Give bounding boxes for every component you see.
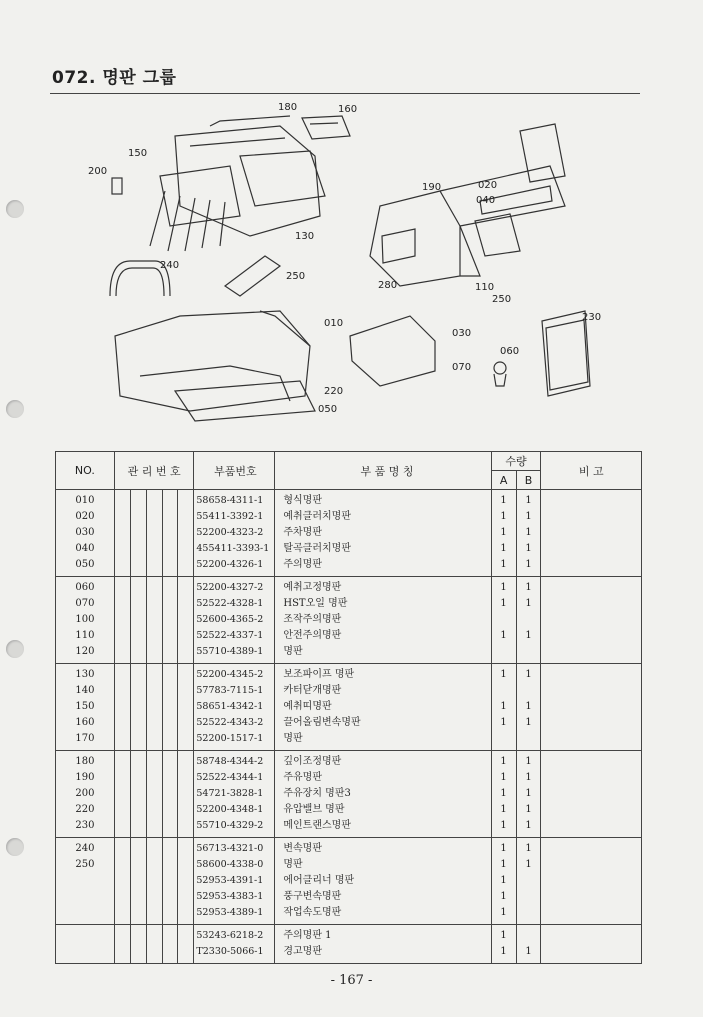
table-cell-line: 52522-4344-1 [196, 772, 264, 783]
table-cell-line: 메인트랜스명판 [283, 820, 351, 831]
header-qty-a: A [491, 471, 516, 490]
table-cell-line: 1 [525, 820, 532, 831]
table-cell-line: 1 [525, 559, 532, 570]
empty-cell [162, 751, 178, 838]
header-part-name: 부 품 명 칭 [275, 452, 491, 490]
grille-230-drawing [542, 311, 590, 396]
table-cell-line [517, 612, 541, 628]
table-cell-line: 1 [525, 582, 532, 593]
table-cell-line: 1 [500, 527, 507, 538]
table-cell-line: 1 [500, 788, 507, 799]
table-cell-line: 150 [75, 701, 95, 712]
header-part-number: 부품번호 [194, 452, 275, 490]
table-cell-line: T2330-5066-1 [196, 946, 264, 957]
table-cell-line: 120 [75, 646, 95, 657]
table-cell-line: 1 [525, 511, 532, 522]
table-cell-line: 탈곡클러치명판 [283, 543, 351, 554]
exploded-parts-diagram [80, 96, 640, 426]
table-cell-line: 58651-4342-1 [196, 701, 264, 712]
table-cell-line: 52953-4389-1 [196, 907, 264, 918]
table-cell-line: 형식명판 [283, 495, 322, 506]
table-cell-line: 1 [525, 756, 532, 767]
table-cell-line: 명판 [283, 859, 303, 870]
empty-cell [130, 751, 146, 838]
table-cell-line: 55710-4329-2 [196, 820, 264, 831]
table-cell-line: 1 [500, 859, 507, 870]
table-cell-line: 1 [500, 543, 507, 554]
table-cell-line: 1 [500, 669, 507, 680]
table-cell-line [517, 644, 541, 660]
table-cell-line: 1 [500, 495, 507, 506]
empty-cell [178, 490, 194, 577]
table-cell-line: 180 [75, 756, 95, 767]
table-cell-line: 030 [75, 527, 95, 538]
callout-130: 130 [295, 231, 315, 242]
cell-part-number [194, 664, 275, 751]
cell-no [56, 577, 115, 664]
table-cell-line [56, 889, 114, 905]
table-cell-line: 명판 [283, 733, 303, 744]
table-cell-line: 1 [525, 788, 532, 799]
header-no: NO. [56, 452, 115, 490]
callout-160: 160 [338, 104, 358, 115]
table-cell-line: 예취클러치명판 [283, 511, 351, 522]
empty-cell [146, 577, 162, 664]
empty-cell [130, 664, 146, 751]
table-cell-line: 1 [500, 820, 507, 831]
table-row-group [56, 490, 642, 577]
table-cell-line: 230 [75, 820, 95, 831]
callout-280: 280 [378, 280, 398, 291]
callout-180: 180 [278, 102, 298, 113]
table-cell-line: 조작주의명판 [283, 614, 342, 625]
cell-no [56, 838, 115, 925]
cell-qty-b [516, 577, 541, 664]
table-cell-line [492, 612, 516, 628]
table-cell-line: 52522-4343-2 [196, 717, 264, 728]
tag-160-drawing [302, 116, 350, 139]
empty-cell [178, 751, 194, 838]
box-010-drawing [350, 316, 506, 386]
table-cell-line: 1 [500, 598, 507, 609]
cell-no [56, 664, 115, 751]
table-cell-line: 작업속도명판 [283, 907, 342, 918]
callout-220: 220 [324, 386, 344, 397]
table-cell-line: 1 [525, 701, 532, 712]
table-cell-line: 240 [75, 843, 95, 854]
cell-qty-a [491, 925, 516, 964]
cabin-drawing [370, 124, 565, 286]
empty-cell [146, 838, 162, 925]
table-cell-line: 52200-4348-1 [196, 804, 264, 815]
cell-qty-b [516, 751, 541, 838]
binder-hole [6, 400, 24, 418]
empty-cell [162, 577, 178, 664]
table-cell-line: 52600-4365-2 [196, 614, 264, 625]
callout-070: 070 [452, 362, 472, 373]
cell-qty-a [491, 751, 516, 838]
table-cell-line: 명판 [283, 646, 303, 657]
callout-050: 050 [318, 404, 338, 415]
table-cell-line: 190 [75, 772, 95, 783]
callout-040: 040 [476, 195, 496, 206]
table-row-group [56, 751, 642, 838]
empty-cell [541, 664, 642, 751]
empty-cell [146, 664, 162, 751]
tag-200-drawing [112, 178, 122, 194]
table-cell-line [492, 644, 516, 660]
table-cell-line [517, 928, 541, 944]
empty-cell [130, 838, 146, 925]
empty-cell [178, 925, 194, 964]
empty-cell [178, 577, 194, 664]
table-cell-line: 1 [525, 598, 532, 609]
table-cell-line: 170 [75, 733, 95, 744]
table-cell-line: 1 [500, 701, 507, 712]
table-cell-line [56, 905, 114, 921]
table-cell-line: 56713-4321-0 [196, 843, 264, 854]
table-cell-line: 1 [500, 907, 507, 918]
table-cell-line: 060 [75, 582, 95, 593]
table-cell-line: 1 [500, 582, 507, 593]
table-cell-line: 유압밸브 명판 [283, 804, 345, 815]
table-cell-line [517, 683, 541, 699]
table-cell-line: 주유장치 명판3 [283, 788, 351, 799]
table-cell-line: 250 [75, 859, 95, 870]
table-cell-line: HST오일 명판 [283, 598, 348, 609]
table-cell-line: 050 [75, 559, 95, 570]
callout-200: 200 [88, 166, 108, 177]
table-cell-line: 1 [525, 669, 532, 680]
parts-table [55, 451, 642, 964]
table-cell-line [517, 731, 541, 747]
cell-part-number [194, 925, 275, 964]
table-cell-line: 1 [500, 891, 507, 902]
table-cell-line [492, 731, 516, 747]
callout-250-left: 250 [286, 271, 306, 282]
table-cell-line: 1 [500, 843, 507, 854]
callout-230: 230 [582, 312, 602, 323]
table-cell-line: 깊이조정명판 [283, 756, 342, 767]
table-cell-line: 풍구변속명판 [283, 891, 342, 902]
table-cell-line [492, 683, 516, 699]
cell-qty-b [516, 490, 541, 577]
table-cell-line: 58748-4344-2 [196, 756, 264, 767]
cell-qty-a [491, 577, 516, 664]
cell-part-name [275, 664, 491, 751]
table-cell-line: 1 [525, 946, 532, 957]
empty-cell [178, 664, 194, 751]
table-cell-line: 220 [75, 804, 95, 815]
table-cell-line: 1 [500, 946, 507, 957]
binder-hole [6, 200, 24, 218]
empty-cell [114, 577, 130, 664]
table-cell-line: 1 [500, 875, 507, 886]
table-cell-line: 1 [525, 527, 532, 538]
table-cell-line [56, 944, 114, 960]
table-cell-line: 52200-4323-2 [196, 527, 264, 538]
table-cell-line: 1 [525, 843, 532, 854]
table-cell-line: 1 [500, 559, 507, 570]
table-cell-line: 200 [75, 788, 95, 799]
empty-cell [162, 838, 178, 925]
page-title: 072. 명판 그룹 [52, 68, 177, 88]
table-cell-line [517, 873, 541, 889]
header-management-no: 관 리 번 호 [114, 452, 194, 490]
table-cell-line: 52522-4328-1 [196, 598, 264, 609]
empty-cell [114, 490, 130, 577]
table-row-group [56, 838, 642, 925]
table-cell-line: 52200-1517-1 [196, 733, 264, 744]
page-number: - 167 - [330, 973, 373, 988]
cell-no [56, 751, 115, 838]
empty-cell [130, 577, 146, 664]
table-cell-line [56, 873, 114, 889]
table-cell-line [56, 928, 114, 944]
cell-qty-a [491, 838, 516, 925]
table-cell-line: 52200-4327-2 [196, 582, 264, 593]
table-cell-line: 1 [500, 930, 507, 941]
table-cell-line: 예취띠명판 [283, 701, 332, 712]
callout-010: 010 [324, 318, 344, 329]
callout-060: 060 [500, 346, 520, 357]
empty-cell [114, 925, 130, 964]
empty-cell [114, 751, 130, 838]
table-cell-line: 1 [500, 756, 507, 767]
empty-cell [130, 490, 146, 577]
table-cell-line: 1 [525, 717, 532, 728]
cell-qty-b [516, 838, 541, 925]
table-cell-line: 안전주의명판 [283, 630, 342, 641]
cell-qty-a [491, 490, 516, 577]
table-cell-line: 160 [75, 717, 95, 728]
table-cell-line: 1 [500, 804, 507, 815]
table-cell-line: 1 [500, 630, 507, 641]
cell-part-number [194, 490, 275, 577]
table-cell-line: 변속명판 [283, 843, 322, 854]
table-cell-line: 55710-4389-1 [196, 646, 264, 657]
table-cell-line: 54721-3828-1 [196, 788, 264, 799]
binder-hole [6, 838, 24, 856]
table-cell-line: 1 [500, 772, 507, 783]
table-cell-line: 140 [75, 685, 95, 696]
table-cell-line: 52953-4391-1 [196, 875, 264, 886]
table-cell-line: 주유명판 [283, 772, 322, 783]
empty-cell [541, 490, 642, 577]
callout-030: 030 [452, 328, 472, 339]
table-cell-line: 에어클리너 명판 [283, 875, 355, 886]
cell-part-name [275, 490, 491, 577]
table-cell-line: 보조파이프 명판 [283, 669, 355, 680]
table-cell-line: 58658-4311-1 [196, 495, 264, 506]
empty-cell [178, 838, 194, 925]
cell-part-number [194, 838, 275, 925]
table-cell-line: 경고명판 [283, 946, 322, 957]
table-cell-line: 1 [525, 772, 532, 783]
plate-250-drawing [225, 256, 280, 296]
callout-020: 020 [478, 180, 498, 191]
empty-cell [541, 925, 642, 964]
table-cell-line: 100 [75, 614, 95, 625]
table-cell-line: 1 [525, 630, 532, 641]
table-cell-line: 58600-4338-0 [196, 859, 264, 870]
cell-no [56, 490, 115, 577]
table-cell-line: 040 [75, 543, 95, 554]
engine-body-drawing [115, 311, 315, 421]
table-cell-line: 52953-4383-1 [196, 891, 264, 902]
cell-no [56, 925, 115, 964]
table-cell-line [517, 889, 541, 905]
cell-part-name [275, 577, 491, 664]
table-row-group [56, 577, 642, 664]
table-cell-line: 끌어올림변속명판 [283, 717, 361, 728]
header-quantity: 수량 [491, 452, 541, 471]
callout-150: 150 [128, 148, 148, 159]
parts-table-body [56, 490, 642, 964]
table-cell-line: 1 [500, 511, 507, 522]
cell-part-name [275, 925, 491, 964]
empty-cell [114, 664, 130, 751]
table-cell-line: 주의명판 1 [283, 930, 332, 941]
callout-190: 190 [422, 182, 442, 193]
cell-qty-b [516, 664, 541, 751]
empty-cell [541, 751, 642, 838]
table-cell-line: 주의명판 [283, 559, 322, 570]
table-cell-line: 070 [75, 598, 95, 609]
table-cell-line: 55411-3392-1 [196, 511, 264, 522]
table-cell-line: 1 [500, 717, 507, 728]
table-cell-line: 카터닫개명판 [283, 685, 342, 696]
empty-cell [162, 925, 178, 964]
cell-part-number [194, 751, 275, 838]
cell-part-name [275, 751, 491, 838]
table-cell-line: 455411-3393-1 [196, 543, 270, 554]
empty-cell [162, 664, 178, 751]
title-divider [50, 93, 640, 94]
table-cell-line: 52522-4337-1 [196, 630, 264, 641]
table-cell-line: 010 [75, 495, 95, 506]
table-cell-line: 1 [525, 495, 532, 506]
empty-cell [162, 490, 178, 577]
empty-cell [146, 925, 162, 964]
empty-cell [541, 838, 642, 925]
empty-cell [541, 577, 642, 664]
table-cell-line: 1 [525, 859, 532, 870]
cell-part-name [275, 838, 491, 925]
callout-240: 240 [160, 260, 180, 271]
table-cell-line: 1 [525, 543, 532, 554]
cell-qty-a [491, 664, 516, 751]
table-row-group [56, 664, 642, 751]
table-cell-line: 1 [525, 804, 532, 815]
cell-qty-b [516, 925, 541, 964]
empty-cell [130, 925, 146, 964]
table-cell-line: 110 [75, 630, 95, 641]
table-cell-line [517, 905, 541, 921]
table-cell-line: 주차명판 [283, 527, 322, 538]
callout-250-right: 250 [492, 294, 512, 305]
diagram-drawing [80, 96, 640, 426]
table-cell-line: 130 [75, 669, 95, 680]
binder-hole [6, 640, 24, 658]
empty-cell [146, 751, 162, 838]
empty-cell [114, 838, 130, 925]
table-cell-line: 57783-7115-1 [196, 685, 264, 696]
empty-cell [146, 490, 162, 577]
header-remarks: 비 고 [541, 452, 642, 490]
table-cell-line: 52200-4326-1 [196, 559, 264, 570]
table-cell-line: 52200-4345-2 [196, 669, 264, 680]
table-cell-line: 020 [75, 511, 95, 522]
table-cell-line: 예취고정명판 [283, 582, 342, 593]
table-cell-line: 53243-6218-2 [196, 930, 264, 941]
callout-110: 110 [475, 282, 495, 293]
cell-part-number [194, 577, 275, 664]
table-row-group [56, 925, 642, 964]
header-qty-b: B [516, 471, 541, 490]
